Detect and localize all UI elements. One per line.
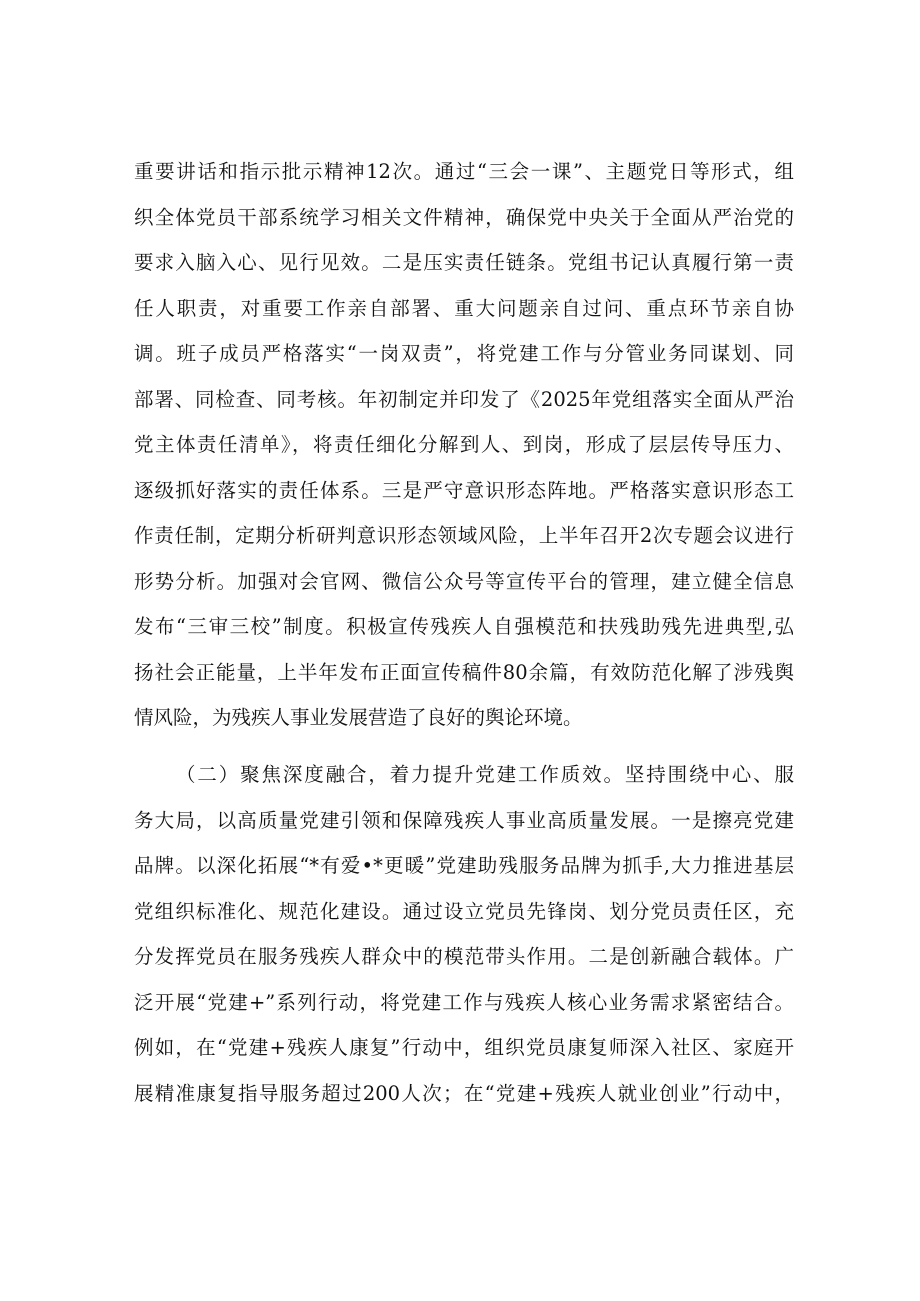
text-line: 调。班子成员严格落实“一岗双责”，将党建工作与分管业务同谋划、同: [134, 342, 794, 365]
text-line: 重要讲话和指示批示精神12次。通过“三会一课”、主题党日等形式，组: [134, 160, 794, 183]
text-line: 逐级抓好落实的责任体系。三是严守意识形态阵地。严格落实意识形态工: [134, 479, 794, 502]
text-line: 党主体责任清单》，将责任细化分解到人、到岗，形成了层层传导压力、: [134, 433, 794, 456]
text-line: 务大局，以高质量党建引领和保障残疾人事业高质量发展。一是擦亮党建: [134, 809, 794, 832]
text-line: 作责任制，定期分析研判意识形态领域风险，上半年召开2次专题会议进行: [134, 524, 794, 547]
text-line: 织全体党员干部系统学习相关文件精神，确保党中央关于全面从严治党的: [134, 206, 794, 229]
text-line: 品牌。以深化拓展“*有爱•*更暖”党建助残服务品牌为抓手,大力推进基层: [134, 854, 794, 877]
text-line: 扬社会正能量，上半年发布正面宣传稿件80余篇，有效防范化解了涉残舆: [134, 661, 794, 684]
text-line: 情风险，为残疾人事业发展营造了良好的舆论环境。: [134, 706, 583, 729]
text-line: 例如，在“党建+残疾人康复”行动中，组织党员康复师深入社区、家庭开: [134, 1036, 794, 1059]
text-line: 泛开展“党建+”系列行动，将党建工作与残疾人核心业务需求紧密结合。: [134, 991, 794, 1014]
text-line: 任人职责，对重要工作亲自部署、重大问题亲自过问、重点环节亲自协: [134, 297, 794, 320]
text-line: 要求入脑入心、见行见效。二是压实责任链条。党组书记认真履行第一责: [134, 251, 794, 274]
text-line: 部署、同检查、同考核。年初制定并印发了《2025年党组落实全面从严治: [134, 388, 794, 411]
text-line: 党组织标准化、规范化建设。通过设立党员先锋岗、划分党员责任区，充: [134, 900, 794, 923]
text-line: 形势分析。加强对会官网、微信公众号等宣传平台的管理，建立健全信息: [134, 570, 794, 593]
text-line: 分发挥党员在服务残疾人群众中的模范带头作用。二是创新融合载体。广: [134, 945, 794, 968]
text-line: （二）聚焦深度融合，着力提升党建工作质效。坚持围绕中心、服: [176, 763, 794, 786]
text-line: 发布“三审三校”制度。积极宣传残疾人自强模范和扶残助残先进典型,弘: [134, 615, 794, 638]
text-line: 展精准康复指导服务超过200人次；在“党建+残疾人就业创业”行动中，: [134, 1082, 794, 1105]
